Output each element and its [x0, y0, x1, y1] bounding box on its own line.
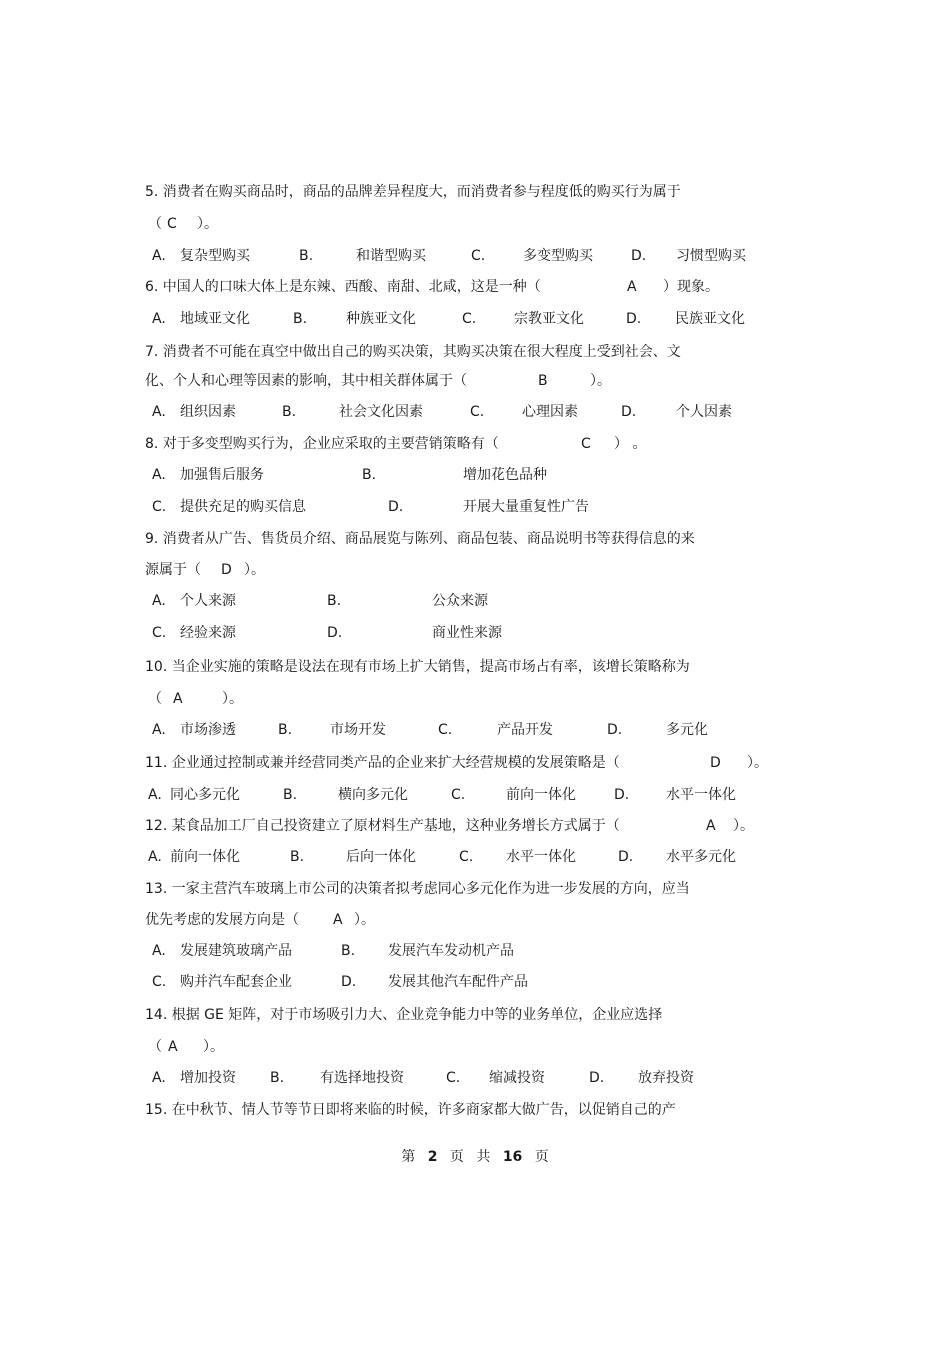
- question-6-option-b: 种族亚文化: [346, 311, 416, 327]
- question-7-answer: B: [538, 373, 548, 389]
- question-5-option-c-letter: C.: [471, 248, 486, 264]
- question-6-option-c-letter: C.: [462, 311, 477, 327]
- question-5-option-c: 多变型购买: [523, 248, 593, 264]
- question-10-option-b: 市场开发: [330, 722, 386, 738]
- question-13-option-c: 购并汽车配套企业: [180, 974, 292, 990]
- question-5-option-d: 习惯型购买: [676, 248, 746, 264]
- question-9-option-d: 商业性来源: [432, 625, 502, 641]
- question-11-option-c-letter: C.: [451, 787, 466, 803]
- question-7-option-d: 个人因素: [676, 404, 732, 420]
- question-8-option-b: 增加花色品种: [463, 467, 547, 483]
- question-12-text: 12. 某食品加工厂自己投资建立了原材料生产基地，这种业务增长方式属于（: [145, 818, 620, 834]
- question-7-text: 7. 消费者不可能在真空中做出自己的购买决策，其购买决策在很大程度上受到社会、文: [145, 344, 681, 360]
- question-14-option-d-letter: D.: [589, 1070, 605, 1086]
- question-14-option-c: 缩减投资: [489, 1070, 545, 1086]
- question-14-option-a-letter: A.: [152, 1070, 166, 1086]
- question-6-option-b-letter: B.: [293, 311, 308, 327]
- question-8-option-a: 加强售后服务: [180, 467, 264, 483]
- question-14-option-a: 增加投资: [180, 1070, 236, 1086]
- question-5-option-a-letter: A.: [152, 248, 166, 264]
- footer-ye: 页: [449, 1149, 464, 1165]
- question-7-option-a-letter: A.: [152, 404, 166, 420]
- question-5-option-b-letter: B.: [299, 248, 314, 264]
- question-5-option-d-letter: D.: [631, 248, 647, 264]
- question-13-option-c-letter: C.: [152, 974, 167, 990]
- question-6-text: 6. 中国人的口味大体上是东辣、西酸、南甜、北咸，这是一种（: [145, 279, 541, 295]
- question-8-option-b-letter: B.: [362, 467, 377, 483]
- question-7-text-line2: 化、个人和心理等因素的影响，其中相关群体属于（: [145, 373, 467, 389]
- question-8-answer: C: [581, 436, 591, 452]
- question-7-option-b-letter: B.: [282, 404, 297, 420]
- footer-total-pages: 16: [502, 1149, 523, 1165]
- footer-ye-2: 页: [534, 1149, 549, 1165]
- question-5-option-b: 和谐型购买: [356, 248, 426, 264]
- question-10-text: 10. 当企业实施的策略是设法在现有市场上扩大销售，提高市场占有率，该增长策略称为: [145, 659, 690, 675]
- question-14-option-b: 有选择地投资: [320, 1070, 404, 1086]
- question-12-close: ）。: [733, 818, 754, 834]
- question-11-option-a-letter: A.: [148, 787, 162, 803]
- question-7-option-c-letter: C.: [470, 404, 485, 420]
- question-6-option-d: 民族亚文化: [675, 311, 745, 327]
- question-5-option-a: 复杂型购买: [180, 248, 250, 264]
- question-10-option-c-letter: C.: [438, 722, 453, 738]
- question-6-option-a-letter: A.: [152, 311, 166, 327]
- question-14-open: （: [148, 1039, 162, 1055]
- question-13-text: 13. 一家主营汽车玻璃上市公司的决策者拟考虑同心多元化作为进一步发展的方向，应当: [145, 881, 690, 897]
- question-11-option-d-letter: D.: [614, 787, 630, 803]
- question-10-option-a: 市场渗透: [180, 722, 236, 738]
- question-8-option-c: 提供充足的购买信息: [180, 499, 306, 515]
- question-13-option-d: 发展其他汽车配件产品: [388, 974, 528, 990]
- question-8-option-c-letter: C.: [152, 499, 167, 515]
- question-14-answer: A: [168, 1039, 178, 1055]
- question-5-close: ）。: [197, 216, 218, 232]
- question-13-option-d-letter: D.: [341, 974, 357, 990]
- question-10-answer: A: [173, 691, 183, 707]
- question-6-close: ）现象。: [663, 279, 719, 295]
- question-7-option-a: 组织因素: [180, 404, 236, 420]
- question-13-option-b-letter: B.: [341, 943, 356, 959]
- question-14-text: 14. 根据 GE 矩阵，对于市场吸引力大、企业竞争能力中等的业务单位，企业应选择: [145, 1007, 663, 1023]
- question-5-text: 5. 消费者在购买商品时，商品的品牌差异程度大，而消费者参与程度低的购买行为属于: [145, 184, 681, 200]
- question-9-option-c: 经验来源: [180, 625, 236, 641]
- question-11-option-b-letter: B.: [283, 787, 298, 803]
- question-7-option-b: 社会文化因素: [339, 404, 423, 420]
- question-9-text-line2: 源属于（: [145, 562, 201, 578]
- question-6-option-c: 宗教亚文化: [514, 311, 584, 327]
- question-6-answer: A: [627, 279, 637, 295]
- question-11-option-b: 横向多元化: [338, 787, 408, 803]
- question-10-option-d: 多元化: [666, 722, 708, 738]
- question-12-option-c: 水平一体化: [506, 849, 576, 865]
- footer-di: 第: [401, 1149, 416, 1165]
- question-10-option-d-letter: D.: [607, 722, 623, 738]
- question-14-close: ）。: [203, 1039, 224, 1055]
- footer-page-number: 2: [427, 1149, 438, 1165]
- question-8-option-a-letter: A.: [152, 467, 166, 483]
- question-11-text: 11. 企业通过控制或兼并经营同类产品的企业来扩大经营规模的发展策略是（: [145, 755, 620, 771]
- question-7-option-c: 心理因素: [522, 404, 578, 420]
- question-9-option-a: 个人来源: [180, 593, 236, 609]
- question-11-close: ）。: [747, 755, 768, 771]
- question-13-text-line2: 优先考虑的发展方向是（: [145, 912, 299, 928]
- question-11-option-d: 水平一体化: [666, 787, 736, 803]
- question-13-option-b: 发展汽车发动机产品: [388, 943, 514, 959]
- question-9-answer: D: [221, 562, 232, 578]
- question-7-option-d-letter: D.: [621, 404, 637, 420]
- question-9-option-b-letter: B.: [327, 593, 342, 609]
- question-9-option-b: 公众来源: [432, 593, 488, 609]
- question-6-option-d-letter: D.: [626, 311, 642, 327]
- question-8-text: 8. 对于多变型购买行为，企业应采取的主要营销策略有（: [145, 436, 499, 452]
- question-12-option-a-letter: A.: [148, 849, 162, 865]
- question-14-option-d: 放弃投资: [638, 1070, 694, 1086]
- question-6-option-a: 地域亚文化: [180, 311, 250, 327]
- question-11-answer: D: [710, 755, 721, 771]
- question-8-option-d: 开展大量重复性广告: [463, 499, 589, 515]
- question-5-open: （: [148, 216, 162, 232]
- question-13-option-a-letter: A.: [152, 943, 166, 959]
- question-13-answer: A: [333, 912, 343, 928]
- question-5-answer: C: [167, 216, 177, 232]
- question-10-option-a-letter: A.: [152, 722, 166, 738]
- question-10-option-b-letter: B.: [278, 722, 293, 738]
- question-8-option-d-letter: D.: [388, 499, 404, 515]
- question-9-option-c-letter: C.: [152, 625, 167, 641]
- question-8-close: ） 。: [614, 436, 647, 452]
- question-12-option-d: 水平多元化: [666, 849, 736, 865]
- question-10-open: （: [148, 691, 162, 707]
- question-9-close: ）。: [244, 562, 265, 578]
- question-9-option-d-letter: D.: [327, 625, 343, 641]
- question-10-option-c: 产品开发: [497, 722, 553, 738]
- question-13-close: ）。: [354, 912, 375, 928]
- question-12-option-a: 前向一体化: [170, 849, 240, 865]
- page-footer: [0, 1148, 950, 1166]
- question-12-option-b: 后向一体化: [346, 849, 416, 865]
- question-15-text: 15. 在中秋节、情人节等节日即将来临的时候，许多商家都大做广告，以促销自己的产: [145, 1102, 676, 1118]
- question-12-answer: A: [706, 818, 716, 834]
- footer-gong: 共: [476, 1149, 491, 1165]
- question-12-option-c-letter: C.: [459, 849, 474, 865]
- question-13-option-a: 发展建筑玻璃产品: [180, 943, 292, 959]
- question-12-option-b-letter: B.: [290, 849, 305, 865]
- question-14-option-b-letter: B.: [270, 1070, 285, 1086]
- question-9-text: 9. 消费者从广告、售货员介绍、商品展览与陈列、商品包装、商品说明书等获得信息的来: [145, 531, 695, 547]
- question-9-option-a-letter: A.: [152, 593, 166, 609]
- question-11-option-c: 前向一体化: [506, 787, 576, 803]
- question-7-close: ）。: [590, 373, 611, 389]
- question-12-option-d-letter: D.: [618, 849, 634, 865]
- question-14-option-c-letter: C.: [446, 1070, 461, 1086]
- question-10-close: ）。: [222, 691, 243, 707]
- question-11-option-a: 同心多元化: [170, 787, 240, 803]
